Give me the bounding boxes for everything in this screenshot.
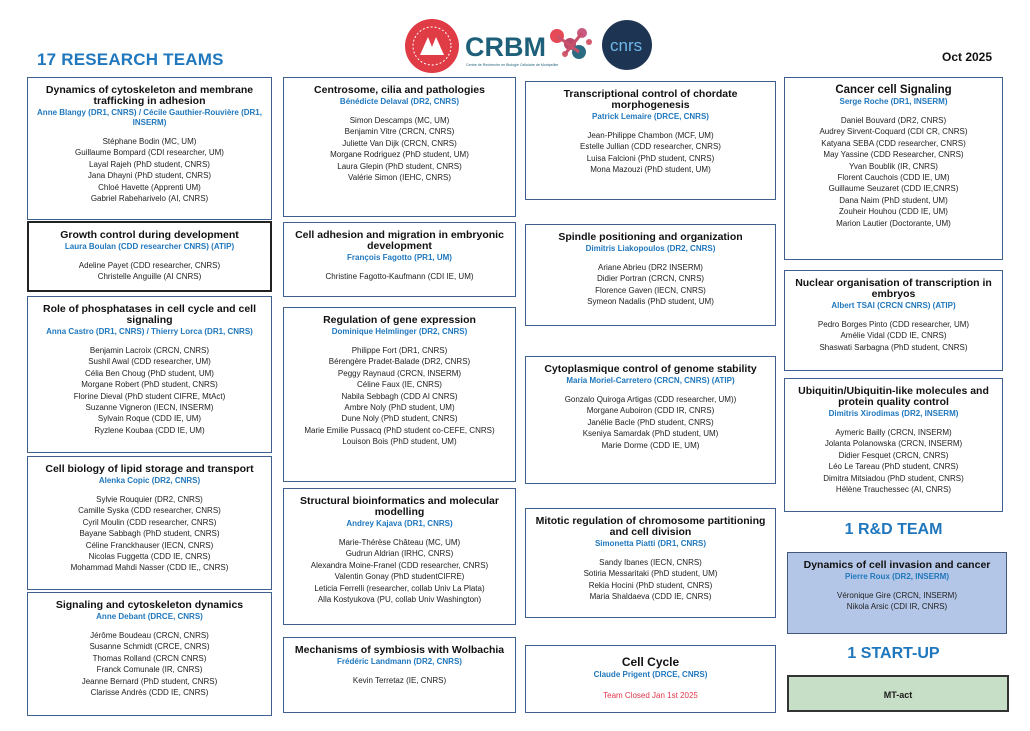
team-members <box>284 271 515 282</box>
team-member: Léo Le Tareau (PhD student, CNRS) <box>828 462 959 472</box>
team-member: Nikola Arsic (CDI IR, CNRS) <box>846 602 948 612</box>
team-members <box>28 630 271 698</box>
team-member: Chloé Havette (Apprenti UM) <box>98 182 201 192</box>
team-title: Cytoplasmique control of genome stability <box>544 363 757 375</box>
team-member: Sushil Awal (CDD researcher, UM) <box>88 357 211 367</box>
team-member: Simon Descamps (MC, UM) <box>349 116 450 125</box>
team-leader: Maria Moriel-Carretero (CRCN, CNRS) (ATIP) <box>566 376 735 385</box>
team-title: Mechanisms of symbiosis with Wolbachia <box>294 644 505 656</box>
team-member: Kseniya Samardak (PhD student, UM) <box>582 429 719 439</box>
team-member: Gudrun Aldrian (IRHC, CNRS) <box>345 549 454 559</box>
crbm-subtitle: Centre de Recherche en Biologie Cellulaire de Montpellier <box>466 63 559 67</box>
team-card <box>525 224 776 326</box>
team-members <box>284 537 515 605</box>
team-member: Sandy Ibanes (IECN, CNRS) <box>599 558 702 567</box>
team-member: Leticia Ferrelli (researcher, collab Univ La Plata) <box>314 583 485 593</box>
team-member: Valentin Gonay (PhD studentCIFRE) <box>334 572 465 582</box>
team-member: Amélie Vidal (CDD IE, CNRS) <box>840 331 947 341</box>
team-member: Marie Emilie Pussacq (PhD student co-CEFE, CNRS) <box>304 425 495 435</box>
team-member: Christine Fagotto-Kaufmann (CDI IE, UM) <box>325 272 474 281</box>
team-leader: Frédéric Landmann (DR2, CNRS) <box>337 657 462 666</box>
team-leader: Simonetta Piatti (DR1, CNRS) <box>594 539 707 548</box>
team-member: Gonzalo Quiroga Artigas (CDD researcher, UM)) <box>564 395 737 404</box>
team-member: Sylvie Rouquier (DR2, CNRS) <box>96 495 203 504</box>
team-member: Guillaume Seuzaret (CDD IE,CNRS) <box>828 184 959 194</box>
team-member: Bayane Sabbagh (PhD student, CNRS) <box>79 529 220 539</box>
team-member: Zouheir Houhou (CDD IE, UM) <box>839 207 948 217</box>
team-member: Céline Faux (IE, CNRS) <box>357 380 442 390</box>
team-card <box>27 592 272 716</box>
team-leader: Patrick Lemaire (DRCE, CNRS) <box>592 112 709 121</box>
team-member: Jérôme Boudeau (CRCN, CNRS) <box>90 631 209 640</box>
team-member: Dune Noly (PhD student, CNRS) <box>341 414 458 424</box>
team-member: Didier Fesquet (CRCN, CNRS) <box>838 450 949 460</box>
team-member: Katyana SEBA (CDD researcher, CNRS) <box>821 138 966 148</box>
team-member: Susanne Schmidt (CRCE, CNRS) <box>89 642 210 652</box>
logos <box>405 18 655 74</box>
team-member: Hélène Trauchessec (AI, CNRS) <box>835 485 952 495</box>
team-card <box>27 77 272 220</box>
team-card <box>283 307 516 482</box>
team-member: Benjamin Vitre (CRCN, CNRS) <box>344 127 455 137</box>
team-member: Guillaume Bompard (CDI researcher, UM) <box>75 148 224 158</box>
team-leader: Albert TSAI (CRCN CNRS) (ATIP) <box>831 301 956 310</box>
team-title: Structural bioinformatics and molecular modelling <box>300 495 499 518</box>
team-member: Jeanne Bernard (PhD student, CNRS) <box>81 676 218 686</box>
team-member: Valérie Simon (IEHC, CNRS) <box>348 173 451 183</box>
team-card <box>283 222 516 297</box>
team-member: Louison Bois (PhD student, UM) <box>342 437 457 447</box>
team-member: Christelle Anguille (AI CNRS) <box>97 272 202 282</box>
crbm-logo <box>465 28 592 67</box>
cnrs-text: cnrs <box>610 36 643 55</box>
team-card <box>525 645 776 713</box>
team-title: Growth control during development <box>60 229 239 241</box>
team-leader: Alenka Copic (DR2, CNRS) <box>98 476 201 485</box>
team-member: Florine Dieval (PhD student CIFRE, MtAct) <box>73 391 226 401</box>
team-card <box>525 81 776 200</box>
team-member: Adeline Payet (CDD researcher, CNRS) <box>78 261 221 270</box>
team-leader: Dominique Helmlinger (DR2, CNRS) <box>331 327 468 336</box>
team-member: Marie Dorme (CDD IE, UM) <box>601 440 700 450</box>
rd-team-card <box>787 552 1007 634</box>
team-title: Regulation of gene expression <box>323 314 476 326</box>
team-members <box>785 115 1002 229</box>
team-title: Centrosome, cilia and pathologies <box>314 84 485 96</box>
team-member: Benjamin Lacroix (CRCN, CNRS) <box>89 346 210 355</box>
team-member: May Yassine (CDD Researcher, CNRS) <box>823 150 964 160</box>
team-title: Signaling and cytoskeleton dynamics <box>55 599 244 611</box>
team-members <box>284 115 515 183</box>
team-members <box>526 394 775 451</box>
team-title: Cell adhesion and migration in embryonic development <box>295 229 504 252</box>
team-member: Maria Shaldaeva (CDD IE, CNRS) <box>589 592 712 602</box>
team-member: Bérengère Pradet-Balade (DR2, CNRS) <box>328 357 471 367</box>
team-card <box>784 270 1003 371</box>
team-title: Nuclear organisation of transcription in embryos <box>795 277 992 300</box>
team-card <box>27 456 272 590</box>
team-member: Sotiria Messaritaki (PhD student, UM) <box>583 569 718 579</box>
cnrs-logo <box>602 20 652 70</box>
team-member: Nicolas Fuggetta (CDD IE, CNRS) <box>88 552 211 562</box>
team-members <box>28 494 271 574</box>
team-member: Kevin Terretaz (IE, CNRS) <box>352 676 447 685</box>
team-member: Alexandra Moine-Franel (CDD researcher, CNRS) <box>310 560 489 570</box>
team-leader: Bénédicte Delaval (DR2, CNRS) <box>339 97 460 106</box>
team-title: Dynamics of cell invasion and cancer <box>803 559 991 571</box>
team-member: Dimitra Mitsiadou (PhD student, CNRS) <box>823 473 964 483</box>
team-leader: Anne Debant (DRCE, CNRS) <box>96 612 203 621</box>
team-member: Morgane Rodriguez (PhD student, UM) <box>330 150 469 160</box>
team-leader: Pierre Roux (DR2, INSERM) <box>844 572 950 581</box>
team-member: Véronique Gire (CRCN, INSERM) <box>836 591 958 600</box>
team-member: Stéphane Bodin (MC, UM) <box>102 137 197 146</box>
team-member: Rekia Hocini (PhD student, CNRS) <box>588 580 713 590</box>
team-member: Janélie Bacle (PhD student, CNRS) <box>587 417 714 427</box>
team-members <box>284 345 515 448</box>
team-members <box>785 319 1002 353</box>
team-member: Cyril Moulin (CDD researcher, CNRS) <box>82 517 217 527</box>
team-member: Morgane Robert (PhD student, CNRS) <box>81 380 218 390</box>
team-card <box>784 378 1003 512</box>
team-member: Célia Ben Choug (PhD student, UM) <box>85 368 214 378</box>
team-members <box>29 260 270 283</box>
team-member: Mona Mazouzi (PhD student, UM) <box>590 165 711 175</box>
team-title: Spindle positioning and organization <box>558 231 743 243</box>
team-member: Sylvain Roque (CDD IE, UM) <box>97 414 202 424</box>
team-title: Ubiquitin/Ubiquitin-like molecules and protein quality control <box>798 385 989 408</box>
team-member: Ambre Noly (PhD student, UM) <box>344 403 455 413</box>
team-members <box>526 557 775 603</box>
team-member: Jolanta Polanowska (CRCN, INSERM) <box>824 439 963 449</box>
team-member: Marion Lautier (Doctorante, UM) <box>836 218 951 228</box>
team-member: Luisa Falcioni (PhD student, CNRS) <box>586 153 715 163</box>
team-member: Philippe Fort (DR1, CNRS) <box>351 346 448 355</box>
team-member: Clarisse Andrès (CDD IE, CNRS) <box>90 688 209 698</box>
university-montpellier-logo <box>405 19 459 73</box>
team-member: Aymeric Bailly (CRCN, INSERM) <box>835 428 952 437</box>
team-card <box>283 488 516 625</box>
team-title: Cancer cell Signaling <box>835 84 952 96</box>
team-members <box>526 262 775 308</box>
team-member: Gabriel Rabeharivelo (AI, CNRS) <box>90 194 209 204</box>
team-member: Morgane Auboiron (CDD IR, CNRS) <box>586 406 715 416</box>
team-leader: François Fagotto (PR1, UM) <box>347 253 452 262</box>
team-member: Alla Kostyukova (PU, collab Univ Washington) <box>317 595 482 605</box>
team-leader: Laura Boulan (CDD researcher CNRS) (ATIP) <box>64 242 235 251</box>
rd-section-title: 1 R&D TEAM <box>844 521 943 538</box>
team-title: Cell biology of lipid storage and transport <box>45 463 254 475</box>
team-member: Nabila Sebbagh (CDD AI CNRS) <box>341 391 458 401</box>
team-member: Florent Cauchois (CDD IE, UM) <box>837 173 950 183</box>
team-card <box>784 77 1003 260</box>
team-member: Yvan Boublik (IR, CNRS) <box>849 161 938 171</box>
team-member: Didier Portran (CRCN, CNRS) <box>596 274 705 284</box>
team-members <box>788 590 1006 613</box>
team-card <box>525 356 776 484</box>
page-title: 17 RESEARCH TEAMS <box>37 50 224 69</box>
team-member: Suzanne Vigneron (IECN, INSERM) <box>85 403 214 413</box>
team-leader: Dimitris Xirodimas (DR2, INSERM) <box>828 409 959 418</box>
team-member: Dana Naim (PhD student, UM) <box>839 195 948 205</box>
team-closed-note: Team Closed Jan 1st 2025 <box>603 691 698 700</box>
team-member: Jana Dhayni (PhD student, CNRS) <box>87 171 212 181</box>
team-member: Thomas Rolland (CRCN CNRS) <box>92 653 207 663</box>
team-members <box>28 345 271 436</box>
team-member: Ryzlene Koubaa (CDD IE, UM) <box>94 425 205 435</box>
team-leader: Claude Prigent (DRCE, CNRS) <box>593 670 708 679</box>
crbm-text: CRBM <box>465 32 546 62</box>
team-leader: Anne Blangy (DR1, CNRS) / Cécile Gauthier-Rouvière (DR1, INSERM) <box>37 108 262 127</box>
team-member: Franck Comunale (IR, CNRS) <box>96 665 203 675</box>
team-member: Daniel Bouvard (DR2, CNRS) <box>840 116 947 125</box>
team-member: Estelle Jullian (CDD researcher, CNRS) <box>580 142 721 152</box>
startup-section-title: 1 START-UP <box>847 645 940 662</box>
startup-name: MT-act <box>883 690 913 700</box>
team-member: Florence Gaven (IECN, CNRS) <box>595 285 706 295</box>
team-member: Jean-Philippe Chambon (MCF, UM) <box>587 131 714 140</box>
team-member: Camille Syska (CDD researcher, CNRS) <box>78 506 221 516</box>
team-member: Symeon Nadalis (PhD student, UM) <box>587 297 714 307</box>
team-member: Pedro Borges Pinto (CDD researcher, UM) <box>817 320 970 329</box>
team-member: Layal Rajeh (PhD student, CNRS) <box>89 159 210 169</box>
team-member: Juliette Van Dijk (CRCN, CNRS) <box>342 138 457 148</box>
date-label: Oct 2025 <box>942 50 993 64</box>
team-members <box>526 130 775 176</box>
team-card <box>283 637 516 713</box>
team-title: Mitotic regulation of chromosome partitioning and cell division <box>535 515 766 538</box>
team-member: Céline Franckhauser (IECN, CNRS) <box>85 540 214 550</box>
team-card <box>283 77 516 217</box>
team-leader: Dimitris Liakopoulos (DR2, CNRS) <box>585 244 716 253</box>
team-member: Ariane Abrieu (DR2 INSERM) <box>598 263 703 272</box>
team-leader: Andrey Kajava (DR1, CNRS) <box>346 519 453 528</box>
team-members <box>284 675 515 686</box>
team-leader: Serge Roche (DR1, INSERM) <box>839 97 948 106</box>
team-member: Laura Glepin (PhD student, CNRS) <box>337 161 462 171</box>
team-member: Marie-Thérèse Château (MC, UM) <box>338 538 461 547</box>
team-title: Transcriptional control of chordate morphogenesis <box>563 88 738 111</box>
team-title: Role of phosphatases in cell cycle and cell signaling <box>43 303 256 326</box>
team-members <box>785 427 1002 495</box>
team-member: Shaswati Sarbagna (PhD student, CNRS) <box>819 342 968 352</box>
team-title: Cell Cycle <box>621 655 680 669</box>
team-member: Audrey Sirvent-Coquard (CDI CR, CNRS) <box>819 127 968 137</box>
startup-card <box>787 675 1009 712</box>
team-member: Peggy Raynaud (CRCN, INSERM) <box>337 368 462 378</box>
team-title: Dynamics of cytoskeleton and membrane trafficking in adhesion <box>45 84 254 107</box>
team-card <box>525 508 776 618</box>
team-card <box>27 221 272 292</box>
team-card <box>27 296 272 453</box>
team-member: Mohammad Mahdi Nasser (CDD IE,, CNRS) <box>70 563 229 573</box>
team-leader: Anna Castro (DR1, CNRS) / Thierry Lorca (DR1, CNRS) <box>46 327 253 336</box>
team-members <box>28 136 271 204</box>
